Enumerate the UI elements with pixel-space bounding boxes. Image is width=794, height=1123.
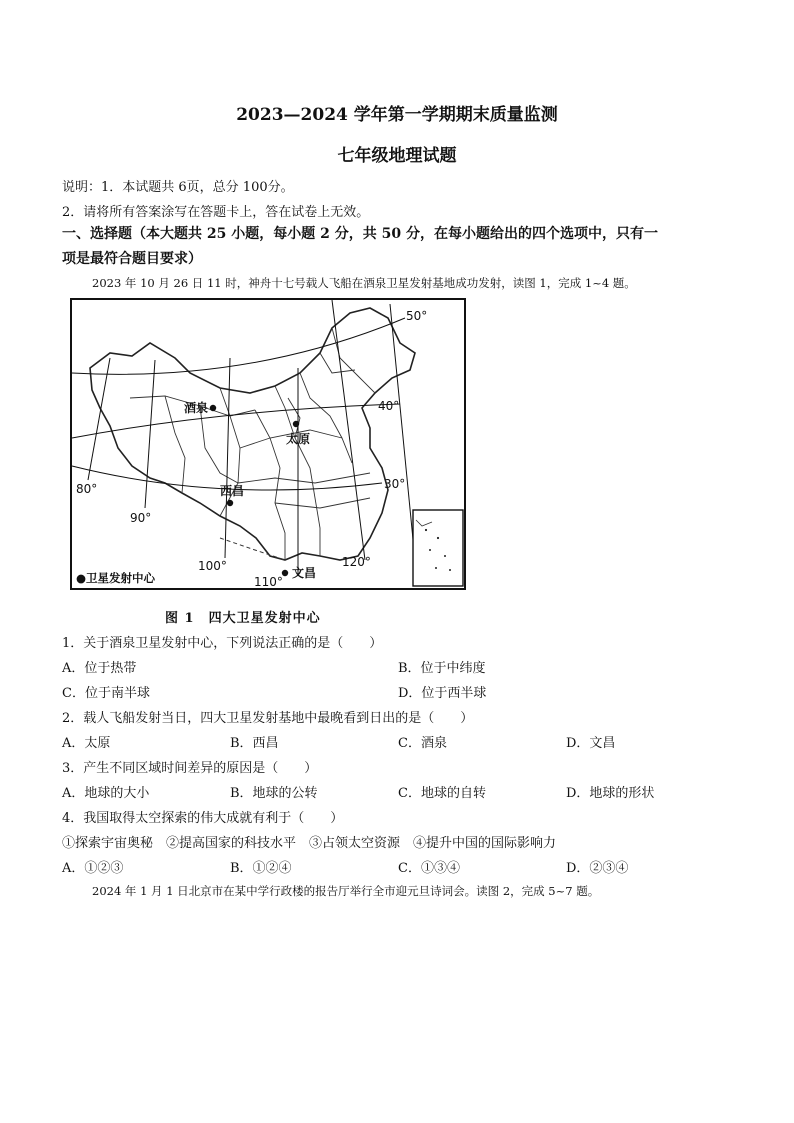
q3-option-d: D．地球的形状 [566, 786, 655, 801]
q4-option-c: C．①③④ [398, 861, 460, 876]
label-lat30: 30° [384, 477, 406, 491]
label-lat50: 50° [406, 309, 428, 323]
q1-option-a: A．位于热带 [62, 661, 137, 676]
question-group-intro: 2023 年 10 月 26 日 11 时，神舟十七号载人飞船在酒泉卫星发射基地成功发射，读图 1，完成 1~4 题。 [92, 276, 636, 290]
q1-option-c: C．位于南半球 [62, 686, 150, 701]
china-map-figure [70, 298, 466, 590]
label-lon100: 100° [198, 559, 227, 573]
south-sea-inset [413, 510, 463, 586]
q4-statements: ①探索宇宙奥秘 ②提高国家的科技水平 ③占领太空资源 ④提升中国的国际影响力 [62, 836, 557, 851]
label-lon120: 120° [342, 555, 371, 569]
note-line-1: 说明：1．本试题共 6页，总分 100分。 [62, 180, 294, 195]
q4-option-a: A．①②③ [62, 861, 124, 876]
exam-subtitle: 七年级地理试题 [337, 146, 457, 166]
label-lon90: 90° [130, 511, 152, 525]
q4-option-d: D．②③④ [566, 861, 629, 876]
q4-option-b: B．①②④ [230, 861, 292, 876]
jiuquan-marker [210, 405, 216, 411]
label-lon80: 80° [76, 482, 98, 496]
question-4-stem: 4．我国取得太空探索的伟大成就有利于（ ） [62, 811, 344, 826]
figure-caption: 图 1 四大卫星发射中心 [165, 611, 321, 626]
q3-option-a: A．地球的大小 [62, 786, 150, 801]
section-heading-cont: 项是最符合题目要求） [62, 251, 202, 267]
question-3-stem: 3．产生不同区域时间差异的原因是（ ） [62, 761, 318, 776]
label-wenchang: 文昌 [292, 566, 317, 580]
map-legend: ●卫星发射中心 [76, 571, 156, 585]
xichang-marker [227, 500, 233, 506]
q1-option-b: B．位于中纬度 [398, 661, 486, 676]
label-lat40: 40° [378, 399, 400, 413]
next-group-intro: 2024 年 1 月 1 日北京市在某中学行政楼的报告厅举行全市迎元旦诗词会。读图 2，完成 5~7 题。 [92, 884, 600, 898]
q3-option-c: C．地球的自转 [398, 786, 486, 801]
section-heading: 一、选择题（本大题共 25 小题，每小题 2 分，共 50 分，在每小题给出的四个选项中，只有一 [62, 226, 658, 242]
label-xichang: 西昌 [220, 484, 245, 498]
q2-option-b: B．西昌 [230, 736, 279, 751]
question-1-stem: 1．关于酒泉卫星发射中心，下列说法正确的是（ ） [62, 636, 383, 651]
note-line-2: 2．请将所有答案涂写在答题卡上，答在试卷上无效。 [62, 205, 370, 220]
exam-title: 2023—2024 学年第一学期期末质量监测 [236, 105, 558, 125]
q1-option-d: D．位于西半球 [398, 686, 487, 701]
map-frame [71, 299, 465, 589]
label-lon110: 110° [254, 575, 283, 589]
q3-option-b: B．地球的公转 [230, 786, 318, 801]
q2-option-c: C．酒泉 [398, 736, 447, 751]
taiyuan-marker [293, 421, 299, 427]
q2-option-d: D．文昌 [566, 736, 616, 751]
label-jiuquan: 酒泉 [184, 401, 209, 415]
question-2-stem: 2．载人飞船发射当日，四大卫星发射基地中最晚看到日出的是（ ） [62, 711, 474, 726]
q2-option-a: A．太原 [62, 736, 111, 751]
label-taiyuan: 太原 [286, 432, 311, 446]
